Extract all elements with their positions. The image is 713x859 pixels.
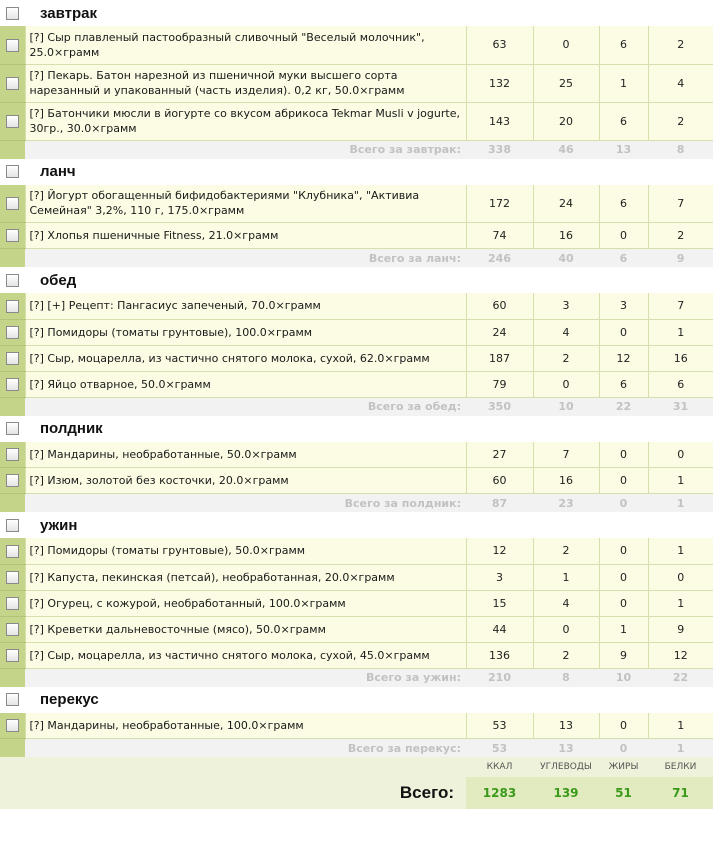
food-carbs: 0 [533,26,599,64]
food-row [0,345,713,371]
food-carbs: 2 [533,345,599,371]
food-fat: 0 [599,590,648,616]
food-kcal: 44 [466,616,533,642]
meal-total-carbs: 23 [533,494,599,513]
food-protein: 1 [648,538,713,564]
food-checkbox[interactable] [6,197,19,210]
meal-header [0,512,713,538]
meal-total-kcal: 210 [466,668,533,687]
meal-total-spacer [0,249,25,268]
food-select-cell [0,26,25,64]
food-fat: 6 [599,102,648,140]
food-select-cell [0,102,25,140]
food-name[interactable]: [?] Яйцо отварное, 50.0×грамм [25,371,466,397]
food-name[interactable]: [?] Мандарины, необработанные, 50.0×грамм [25,442,466,468]
food-select-cell [0,616,25,642]
food-carbs: 2 [533,538,599,564]
food-name[interactable]: [?] Изюм, золотой без косточки, 20.0×грамм [25,468,466,494]
food-kcal: 172 [466,185,533,223]
food-select-cell [0,319,25,345]
food-carbs: 4 [533,319,599,345]
meal-checkbox[interactable] [6,7,19,20]
food-row [0,713,713,739]
food-kcal: 60 [466,468,533,494]
meal-header [0,687,713,713]
meal-checkbox[interactable] [6,519,19,532]
meal-total-kcal: 53 [466,739,533,758]
meal-total-spacer [0,668,25,687]
food-row [0,26,713,64]
meal-total-row [0,397,713,416]
meal-total-carbs: 13 [533,739,599,758]
meal-title: ланч [25,159,713,185]
meal-total-fat: 22 [599,397,648,416]
food-fat: 1 [599,616,648,642]
food-carbs: 3 [533,293,599,319]
food-protein: 1 [648,590,713,616]
food-checkbox[interactable] [6,571,19,584]
meal-select-cell [0,159,25,185]
food-fat: 0 [599,319,648,345]
food-row [0,185,713,223]
food-name[interactable]: [?] Сыр, моцарелла, из частично снятого молока, сухой, 45.0×грамм [25,642,466,668]
food-checkbox[interactable] [6,719,19,732]
food-fat: 0 [599,442,648,468]
meal-total-fat: 6 [599,249,648,268]
meal-total-row [0,739,713,758]
food-carbs: 7 [533,442,599,468]
meal-total-spacer [0,494,25,513]
food-checkbox[interactable] [6,649,19,662]
food-fat: 6 [599,371,648,397]
food-name[interactable]: [?] Хлопья пшеничные Fitness, 21.0×грамм [25,223,466,249]
meal-title: ужин [25,512,713,538]
food-name[interactable]: [?] Батончики мюсли в йогурте со вкусом абрикоса Tekmar Musli v jogurte, 30гр., 30.0×грамм [25,102,466,140]
food-row [0,64,713,102]
food-name[interactable]: [?] Огурец, с кожурой, необработанный, 100.0×грамм [25,590,466,616]
meal-total-label: Всего за ужин: [25,668,466,687]
food-protein: 16 [648,345,713,371]
food-carbs: 20 [533,102,599,140]
food-row [0,371,713,397]
food-checkbox[interactable] [6,115,19,128]
food-name[interactable]: [?] Помидоры (томаты грунтовые), 50.0×грамм [25,538,466,564]
nutrient-header-spacer [0,757,466,777]
food-fat: 3 [599,293,648,319]
food-protein: 7 [648,293,713,319]
food-checkbox[interactable] [6,229,19,242]
food-name[interactable]: [?] Креветки дальневосточные (мясо), 50.0×грамм [25,616,466,642]
meal-total-kcal: 350 [466,397,533,416]
meal-total-protein: 1 [648,739,713,758]
nutrient-header-row [0,757,713,777]
food-fat: 0 [599,564,648,590]
food-fat: 9 [599,642,648,668]
food-select-cell [0,442,25,468]
food-kcal: 136 [466,642,533,668]
meal-total-fat: 10 [599,668,648,687]
food-fat: 0 [599,468,648,494]
meal-total-row [0,249,713,268]
food-row [0,293,713,319]
food-checkbox[interactable] [6,474,19,487]
meal-title: обед [25,267,713,293]
meal-total-spacer [0,140,25,159]
meal-total-row [0,494,713,513]
meal-title: завтрак [25,0,713,26]
meal-checkbox[interactable] [6,274,19,287]
food-name[interactable]: [?] Помидоры (томаты грунтовые), 100.0×грамм [25,319,466,345]
food-checkbox[interactable] [6,77,19,90]
meal-total-label: Всего за ланч: [25,249,466,268]
food-name[interactable]: [?] Сыр плавленый пастообразный сливочный "Веселый молочник", 25.0×грамм [25,26,466,64]
meal-checkbox[interactable] [6,422,19,435]
food-name[interactable]: [?] Сыр, моцарелла, из частично снятого молока, сухой, 62.0×грамм [25,345,466,371]
column-fat-label: ЖИРЫ [599,757,648,777]
food-protein: 7 [648,185,713,223]
food-row [0,642,713,668]
food-fat: 6 [599,185,648,223]
meal-total-protein: 9 [648,249,713,268]
food-protein: 1 [648,319,713,345]
food-row [0,590,713,616]
food-row [0,319,713,345]
food-row [0,616,713,642]
food-select-cell [0,468,25,494]
food-carbs: 2 [533,642,599,668]
food-name[interactable]: [?] Йогурт обогащенный бифидобактериями "Клубника", "Активиа Семейная" 3,2%, 110 г, 175.0×грамм [25,185,466,223]
food-checkbox[interactable] [6,623,19,636]
meal-total-fat: 0 [599,494,648,513]
meal-header [0,159,713,185]
food-carbs: 13 [533,713,599,739]
food-carbs: 24 [533,185,599,223]
food-kcal: 143 [466,102,533,140]
food-select-cell [0,538,25,564]
meal-total-protein: 1 [648,494,713,513]
food-protein: 6 [648,371,713,397]
food-checkbox[interactable] [6,378,19,391]
food-carbs: 16 [533,223,599,249]
meal-select-cell [0,687,25,713]
food-select-cell [0,590,25,616]
food-kcal: 60 [466,293,533,319]
food-kcal: 132 [466,64,533,102]
food-row [0,442,713,468]
food-select-cell [0,223,25,249]
grand-total-row [0,777,713,809]
food-row [0,223,713,249]
meal-total-spacer [0,397,25,416]
grand-total-label: Всего: [0,777,466,809]
food-checkbox[interactable] [6,545,19,558]
meal-total-protein: 31 [648,397,713,416]
meal-total-label: Всего за завтрак: [25,140,466,159]
food-select-cell [0,564,25,590]
food-fat: 0 [599,538,648,564]
food-carbs: 25 [533,64,599,102]
food-fat: 1 [599,64,648,102]
meal-total-label: Всего за полдник: [25,494,466,513]
meal-header [0,416,713,442]
grand-total-carbs: 139 [533,777,599,809]
food-kcal: 79 [466,371,533,397]
food-protein: 2 [648,102,713,140]
food-fat: 6 [599,26,648,64]
meal-header [0,267,713,293]
meal-total-fat: 0 [599,739,648,758]
food-kcal: 63 [466,26,533,64]
meal-select-cell [0,512,25,538]
food-carbs: 1 [533,564,599,590]
food-carbs: 16 [533,468,599,494]
food-protein: 2 [648,223,713,249]
meal-total-carbs: 40 [533,249,599,268]
food-kcal: 27 [466,442,533,468]
food-row [0,538,713,564]
food-select-cell [0,371,25,397]
food-select-cell [0,293,25,319]
food-carbs: 0 [533,371,599,397]
food-kcal: 24 [466,319,533,345]
column-kcal-label: ККАЛ [466,757,533,777]
food-checkbox[interactable] [6,300,19,313]
meal-total-carbs: 10 [533,397,599,416]
food-row [0,468,713,494]
food-protein: 9 [648,616,713,642]
meal-title: перекус [25,687,713,713]
grand-total-kcal: 1283 [466,777,533,809]
meal-title: полдник [25,416,713,442]
food-select-cell [0,345,25,371]
meal-total-row [0,140,713,159]
meal-checkbox[interactable] [6,693,19,706]
food-protein: 1 [648,713,713,739]
meal-total-protein: 22 [648,668,713,687]
meal-total-spacer [0,739,25,758]
food-carbs: 0 [533,616,599,642]
meal-total-fat: 13 [599,140,648,159]
meal-total-carbs: 8 [533,668,599,687]
food-select-cell [0,185,25,223]
food-kcal: 187 [466,345,533,371]
meal-select-cell [0,267,25,293]
food-protein: 0 [648,564,713,590]
grand-total-protein: 71 [648,777,713,809]
meal-total-kcal: 338 [466,140,533,159]
column-carbs-label: УГЛЕВОДЫ [533,757,599,777]
food-kcal: 74 [466,223,533,249]
meal-header [0,0,713,26]
food-row [0,564,713,590]
meal-select-cell [0,0,25,26]
meal-total-kcal: 246 [466,249,533,268]
meal-total-protein: 8 [648,140,713,159]
column-protein-label: БЕЛКИ [648,757,713,777]
food-checkbox[interactable] [6,352,19,365]
food-protein: 1 [648,468,713,494]
meal-total-carbs: 46 [533,140,599,159]
food-select-cell [0,713,25,739]
food-checkbox[interactable] [6,597,19,610]
food-fat: 0 [599,223,648,249]
food-checkbox[interactable] [6,39,19,52]
meal-total-label: Всего за обед: [25,397,466,416]
food-kcal: 53 [466,713,533,739]
food-protein: 4 [648,64,713,102]
food-fat: 0 [599,713,648,739]
food-kcal: 12 [466,538,533,564]
food-checkbox[interactable] [6,448,19,461]
food-checkbox[interactable] [6,326,19,339]
grand-total-fat: 51 [599,777,648,809]
meal-total-label: Всего за перекус: [25,739,466,758]
food-carbs: 4 [533,590,599,616]
food-select-cell [0,64,25,102]
meal-select-cell [0,416,25,442]
food-name[interactable]: [?] [+] Рецепт: Пангасиус запеченый, 70.0×грамм [25,293,466,319]
food-name[interactable]: [?] Мандарины, необработанные, 100.0×грамм [25,713,466,739]
meal-checkbox[interactable] [6,165,19,178]
food-select-cell [0,642,25,668]
meal-total-kcal: 87 [466,494,533,513]
food-protein: 12 [648,642,713,668]
food-row [0,102,713,140]
food-kcal: 3 [466,564,533,590]
food-name[interactable]: [?] Пекарь. Батон нарезной из пшеничной муки высшего сорта нарезанный и упакованный (часть изделия). 0,2 кг, 50.0×грамм [25,64,466,102]
food-name[interactable]: [?] Капуста, пекинская (петсай), необработанная, 20.0×грамм [25,564,466,590]
food-protein: 2 [648,26,713,64]
food-protein: 0 [648,442,713,468]
meal-total-row [0,668,713,687]
food-kcal: 15 [466,590,533,616]
food-fat: 12 [599,345,648,371]
